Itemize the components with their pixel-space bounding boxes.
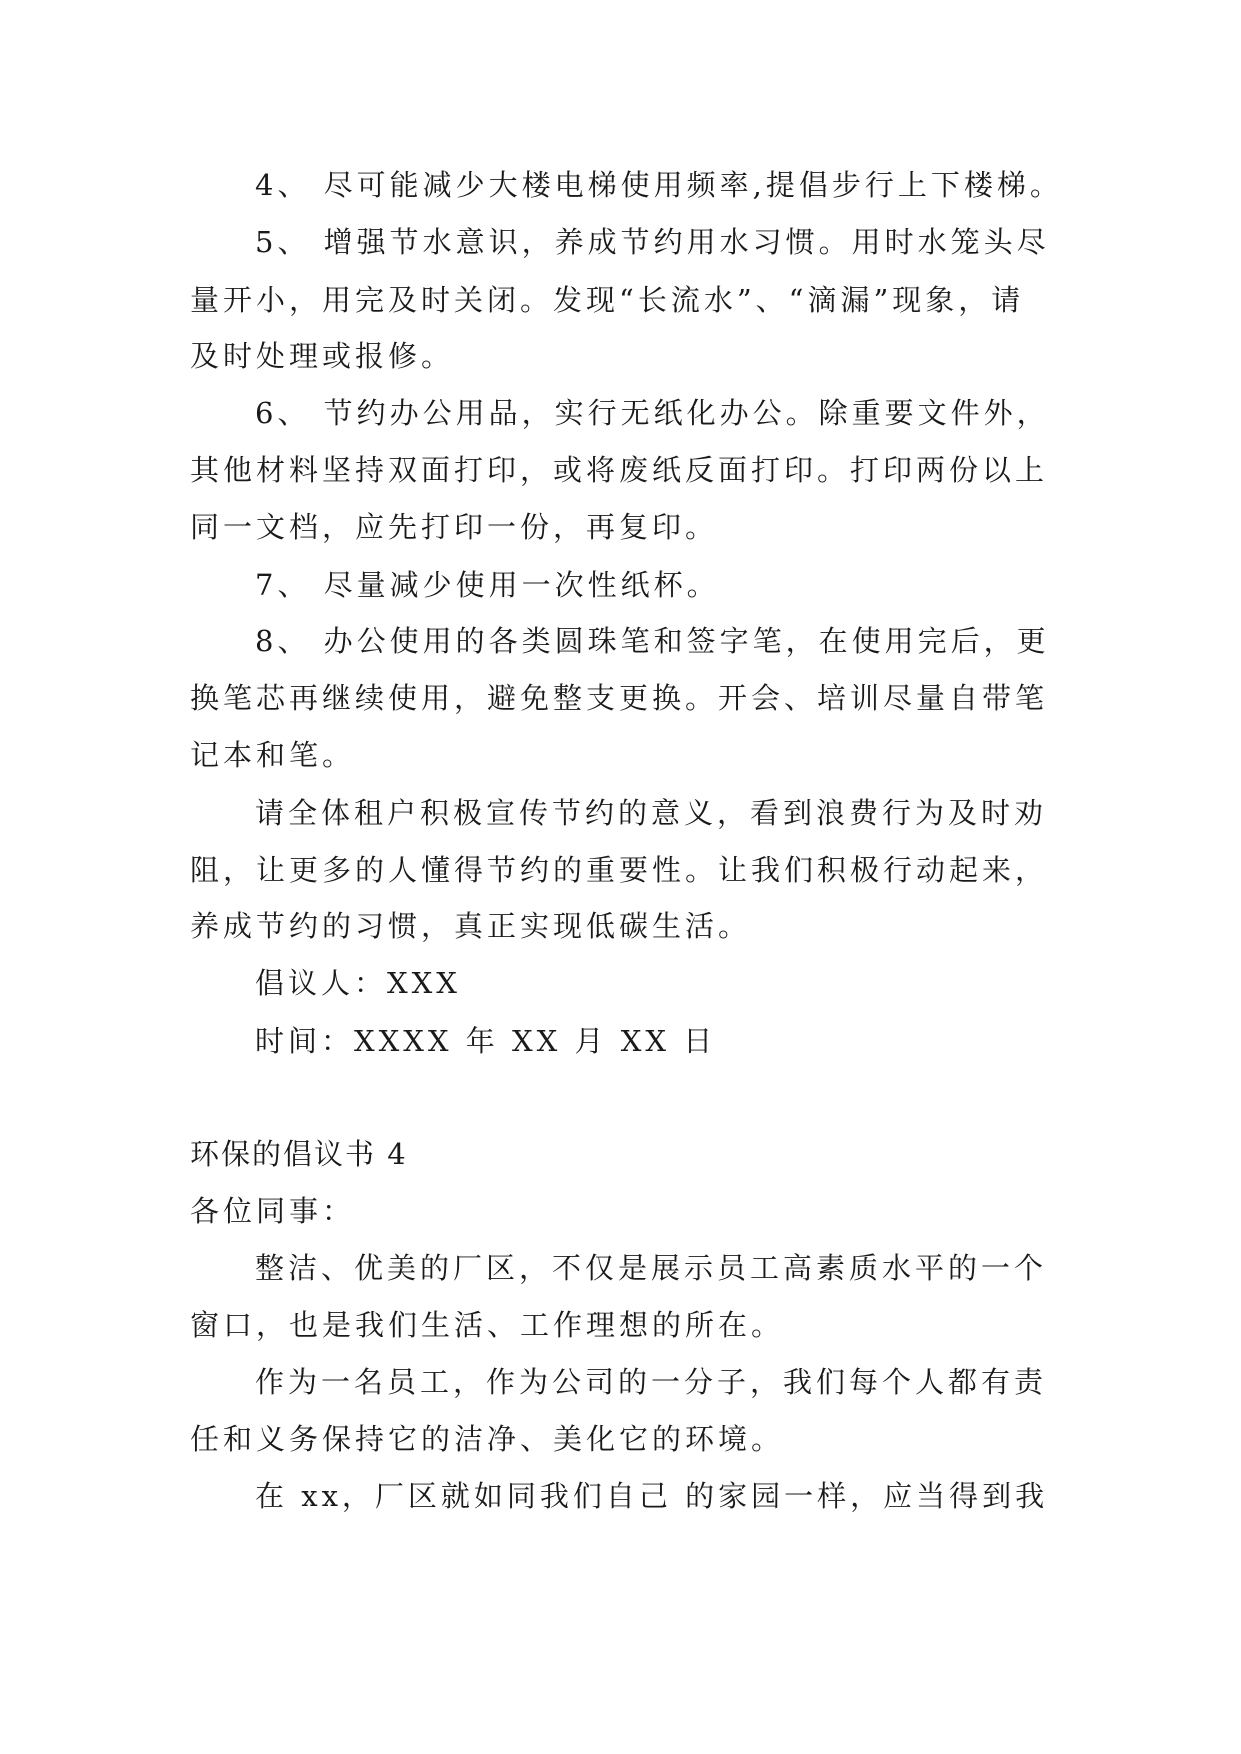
item-8-line-1: 8、 办公使用的各类圆珠笔和签字笔，在使用完后，更 xyxy=(255,624,1050,658)
section-4-para-1-line-2: 窗口，也是我们生活、工作理想的所在。 xyxy=(190,1308,785,1342)
item-5-line-1: 5、 增强节水意识，养成节约用水习惯。用时水笼头尽 xyxy=(255,225,1050,259)
item-5-line-2: 量开小，用完及时关闭。发现“长流水”、“滴漏”现象，请 xyxy=(190,283,1025,317)
signature-proposer: 倡议人：XXX xyxy=(255,966,461,1000)
item-7-line-1: 7、 尽量减少使用一次性纸杯。 xyxy=(255,568,720,602)
section-4-para-3-line-1: 在 xx，厂区就如同我们自己 的家园一样，应当得到我 xyxy=(255,1479,1049,1513)
section-4-para-1-line-1: 整洁、优美的厂区，不仅是展示员工高素质水平的一个 xyxy=(255,1251,1048,1285)
item-5-line-3: 及时处理或报修。 xyxy=(190,339,455,373)
item-4-line-1: 4、 尽可能减少大楼电梯使用频率,提倡步行上下楼梯。 xyxy=(255,168,1063,202)
item-6-line-1: 6、 节约办公用品，实行无纸化办公。除重要文件外， xyxy=(255,396,1050,430)
item-6-line-3: 同一文档，应先打印一份，再复印。 xyxy=(190,510,719,544)
section-4-para-2-line-2: 任和义务保持它的洁净、美化它的环境。 xyxy=(190,1422,785,1456)
item-8-line-2: 换笔芯再继续使用，避免整支更换。开会、培训尽量自带笔 xyxy=(190,681,1049,715)
item-6-line-2: 其他材料坚持双面打印，或将废纸反面打印。打印两份以上 xyxy=(190,453,1049,487)
closing-line-3: 养成节约的习惯，真正实现低碳生活。 xyxy=(190,909,752,943)
section-4-title: 环保的倡议书 4 xyxy=(190,1137,408,1171)
closing-line-2: 阻，让更多的人懂得节约的重要性。让我们积极行动起来， xyxy=(190,853,1049,887)
item-8-line-3: 记本和笔。 xyxy=(190,738,356,772)
closing-line-1: 请全体租户积极宣传节约的意义，看到浪费行为及时劝 xyxy=(255,796,1048,830)
signature-date: 时间：XXXX 年 XX 月 XX 日 xyxy=(255,1024,717,1058)
section-4-salutation: 各位同事： xyxy=(190,1194,356,1228)
section-4-para-2-line-1: 作为一名员工，作为公司的一分子，我们每个人都有责 xyxy=(255,1365,1048,1399)
